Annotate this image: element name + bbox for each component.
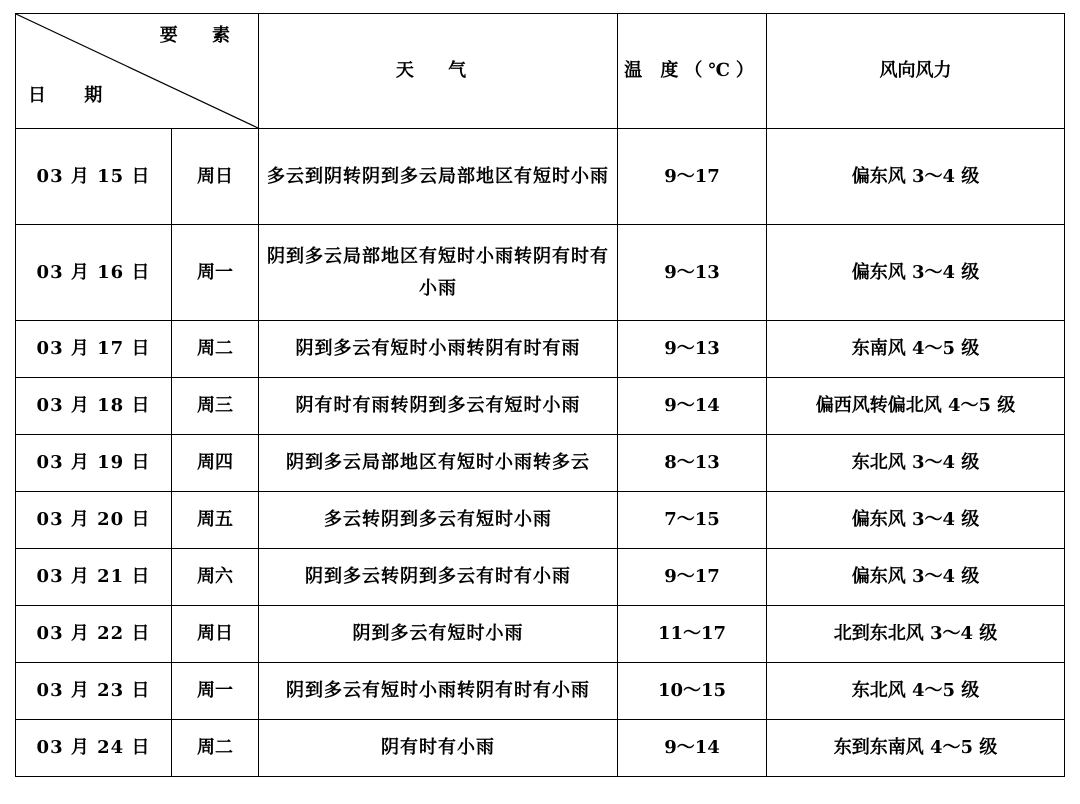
weather-cell: 阴到多云有短时小雨转阴有时有雨 — [259, 321, 618, 378]
weather-cell: 阴有时有雨转阴到多云有短时小雨 — [259, 378, 618, 435]
weekday-cell: 周二 — [172, 720, 259, 777]
date-cell: 03 月 17 日 — [16, 321, 172, 378]
wind-cell: 东北风 4～5 级 — [767, 663, 1065, 720]
date-cell: 03 月 20 日 — [16, 492, 172, 549]
temperature-header: 温 度（℃） — [618, 14, 767, 129]
weather-cell: 多云到阴转阴到多云局部地区有短时小雨 — [259, 129, 618, 225]
weekday-cell: 周一 — [172, 663, 259, 720]
weekday-cell: 周三 — [172, 378, 259, 435]
weather-cell: 阴有时有小雨 — [259, 720, 618, 777]
table-row — [16, 129, 1065, 225]
temperature-cell: 9～17 — [618, 129, 767, 225]
weather-cell: 阴到多云局部地区有短时小雨转多云 — [259, 435, 618, 492]
temperature-cell: 9～14 — [618, 720, 767, 777]
wind-cell: 偏东风 3～4 级 — [767, 129, 1065, 225]
table-row — [16, 720, 1065, 777]
date-cell: 03 月 21 日 — [16, 549, 172, 606]
forecast-table — [15, 13, 1065, 777]
wind-header: 风向风力 — [767, 14, 1065, 129]
weekday-cell: 周六 — [172, 549, 259, 606]
date-cell: 03 月 24 日 — [16, 720, 172, 777]
date-cell: 03 月 19 日 — [16, 435, 172, 492]
temperature-cell: 8～13 — [618, 435, 767, 492]
weather-cell: 阴到多云转阴到多云有时有小雨 — [259, 549, 618, 606]
table-row — [16, 225, 1065, 321]
wind-cell: 偏东风 3～4 级 — [767, 492, 1065, 549]
table-row — [16, 435, 1065, 492]
wind-cell: 东南风 4～5 级 — [767, 321, 1065, 378]
wind-cell: 偏东风 3～4 级 — [767, 549, 1065, 606]
corner-header-cell — [16, 14, 259, 129]
date-cell: 03 月 15 日 — [16, 129, 172, 225]
temperature-cell: 9～14 — [618, 378, 767, 435]
weekday-cell: 周五 — [172, 492, 259, 549]
weather-cell: 阴到多云局部地区有短时小雨转阴有时有小雨 — [259, 225, 618, 321]
wind-cell: 偏西风转偏北风 4～5 级 — [767, 378, 1065, 435]
weather-cell: 多云转阴到多云有短时小雨 — [259, 492, 618, 549]
date-cell: 03 月 18 日 — [16, 378, 172, 435]
weekday-cell: 周一 — [172, 225, 259, 321]
weather-cell: 阴到多云有短时小雨转阴有时有小雨 — [259, 663, 618, 720]
temperature-cell: 9～17 — [618, 549, 767, 606]
element-label: 要 素 — [159, 25, 244, 46]
weather-header: 天 气 — [259, 14, 618, 129]
date-label: 日 期 — [28, 85, 119, 106]
wind-cell: 东到东南风 4～5 级 — [767, 720, 1065, 777]
wind-cell: 北到东北风 3～4 级 — [767, 606, 1065, 663]
table-row — [16, 492, 1065, 549]
weekday-cell: 周二 — [172, 321, 259, 378]
temperature-cell: 7～15 — [618, 492, 767, 549]
header-row — [16, 14, 1065, 129]
date-cell: 03 月 16 日 — [16, 225, 172, 321]
date-cell: 03 月 23 日 — [16, 663, 172, 720]
weekday-cell: 周日 — [172, 129, 259, 225]
table-row — [16, 378, 1065, 435]
table-row — [16, 549, 1065, 606]
wind-cell: 偏东风 3～4 级 — [767, 225, 1065, 321]
table-row — [16, 663, 1065, 720]
temperature-cell: 9～13 — [618, 225, 767, 321]
weather-cell: 阴到多云有短时小雨 — [259, 606, 618, 663]
temperature-cell: 10～15 — [618, 663, 767, 720]
table-row — [16, 321, 1065, 378]
table-row — [16, 606, 1065, 663]
weekday-cell: 周日 — [172, 606, 259, 663]
wind-cell: 东北风 3～4 级 — [767, 435, 1065, 492]
temperature-cell: 11～17 — [618, 606, 767, 663]
temperature-cell: 9～13 — [618, 321, 767, 378]
date-cell: 03 月 22 日 — [16, 606, 172, 663]
weekday-cell: 周四 — [172, 435, 259, 492]
